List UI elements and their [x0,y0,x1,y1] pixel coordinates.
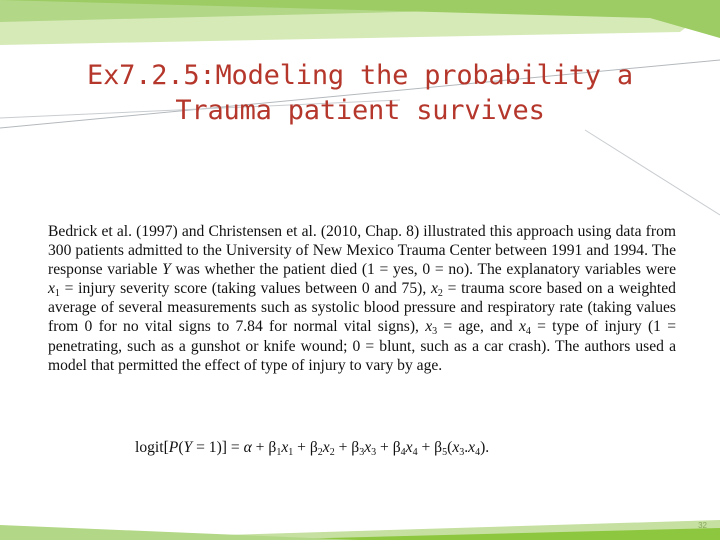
eq-alpha: α [243,439,252,456]
eq-part: + β [251,439,277,456]
bottom-left-green-band [0,525,360,540]
eq-sub: 4 [475,447,481,458]
eq-sub: 1 [276,447,282,458]
var-x3-subscript: 3 [432,326,438,338]
eq-part: + β [334,439,360,456]
eq-sub: 5 [442,447,448,458]
var-x4: x [518,318,526,336]
eq-part: . [464,439,469,456]
var-x1: x [48,280,55,298]
eq-sub: 2 [317,447,323,458]
eq-part: ( [447,439,453,456]
eq-sub: 3 [459,447,465,458]
text-segment: = age, and [437,318,519,336]
slide-title [30,58,690,128]
var-y: Y [162,261,171,279]
body-paragraph [48,222,676,375]
page-number: 32 [698,521,707,530]
decor-line-right [585,130,720,215]
eq-var-p: P [168,439,179,456]
eq-var-y: Y [183,439,193,456]
eq-part: = 1)] = [192,439,244,456]
var-x2: x [430,280,438,298]
logit-equation [135,438,605,458]
eq-var-x: x [364,439,372,456]
eq-part: + β [417,439,443,456]
eq-var-x: x [452,439,460,456]
eq-part: ( [178,439,184,456]
eq-sub: 4 [400,447,406,458]
eq-sub: 2 [329,447,335,458]
eq-part: + β [293,439,318,456]
text-segment: = type of injury (1 = penetrating, such as a gunshot or knife wound; 0 = blunt, such as a car crash). The authors used a model that permitted the effect of type of injury to vary by age. [48,318,676,374]
eq-sub: 4 [412,447,418,458]
eq-part: ). [480,439,490,456]
eq-var-x: x [468,439,476,456]
text-segment: = trauma score based on a weighted average of several measurements such as systolic blood pressure and respiratory rate (taking values from 0 for no vital signs to 7.84 for normal vital signs), [48,280,676,336]
var-x3: x [425,318,433,336]
var-x4-subscript: 4 [525,326,531,338]
eq-var-x: x [281,439,289,456]
eq-part: + β [376,439,401,456]
eq-var-x: x [322,439,330,456]
eq-sub: 3 [359,447,365,458]
text-segment: = injury severity score (taking values between 0 and 75), [59,280,431,298]
text-segment: was whether the patient died (1 = yes, 0 = no). The explanatory variables were [170,261,676,279]
eq-var-x: x [405,439,413,456]
eq-sub: 1 [288,447,294,458]
slide-title-line-1: Ex7.2.5:Modeling the probability a [87,60,633,91]
eq-sub: 3 [371,447,377,458]
var-x1-subscript: 1 [54,288,60,300]
text-segment: Bedrick et al. (1997) and Christensen et al. (2010, Chap. 8) illustrated this approach using data from 300 patients admitted to the University of New Mexico Trauma Center between 1991 and 1994. The response variable [48,223,676,279]
slide-title-line-2: Trauma patient survives [175,95,545,126]
var-x2-subscript: 2 [437,288,443,300]
eq-part: logit[ [135,439,169,456]
